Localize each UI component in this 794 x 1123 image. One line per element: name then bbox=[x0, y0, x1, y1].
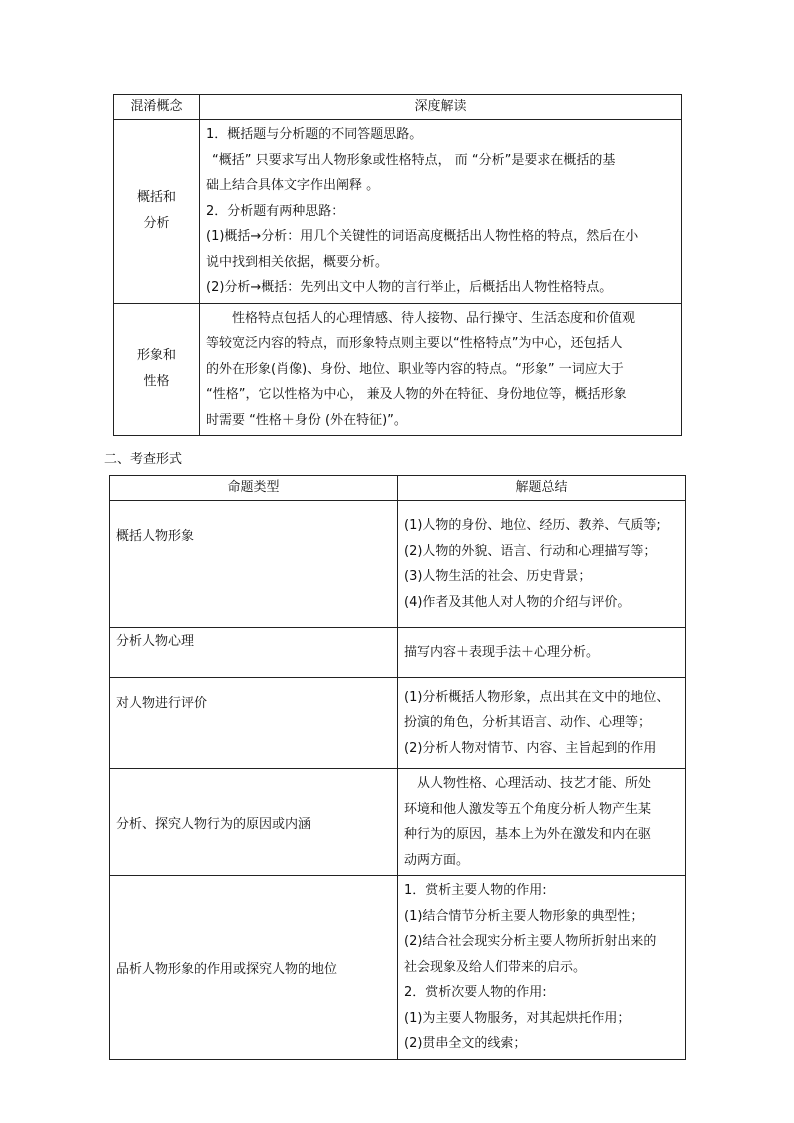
type-cell: 分析人物心理 bbox=[110, 628, 398, 678]
text-line: (1)概括→分析：用几个关键性的词语高度概括出人物性格的特点，然后在小 bbox=[206, 229, 639, 244]
text-line: 1．概括题与分析题的不同答题思路。 bbox=[206, 127, 423, 142]
text-line: 性格特点包括人的心理情感、待人接物、品行操守、生活态度和价值观 bbox=[206, 310, 636, 326]
text-line: (1)人物的身份、地位、经历、教养、气质等; bbox=[404, 518, 661, 533]
text-line: 动两方面。 bbox=[404, 852, 470, 868]
table-row bbox=[110, 876, 686, 1060]
text-line: 环境和他人激发等五个角度分析人物产生某 bbox=[404, 801, 652, 817]
table-row bbox=[110, 678, 686, 769]
text-line: 种行为的原因，基本上为外在激发和内在驱 bbox=[404, 827, 652, 842]
header-cell: 解题总结 bbox=[398, 476, 686, 501]
concept-table-header bbox=[114, 95, 682, 120]
summary-cell bbox=[398, 769, 686, 876]
question-type-table-header bbox=[110, 476, 686, 501]
table-row bbox=[110, 769, 686, 876]
table-row bbox=[110, 628, 686, 678]
text-line: (2)贯串全文的线索； bbox=[404, 1036, 527, 1051]
explanation-cell bbox=[200, 303, 682, 436]
concept-cell bbox=[114, 303, 200, 436]
type-cell: 分析、探究人物行为的原因或内涵 bbox=[110, 769, 398, 876]
text-line: 的外在形象(肖像)、身份、地位、职业等内容的特点。“形象” 一词应大于 bbox=[206, 361, 624, 377]
text-line: 从人物性格、心理活动、技艺才能、所处 bbox=[404, 776, 652, 791]
text-line: (1)分析概括人物形象，点出其在文中的地位、 bbox=[404, 689, 670, 705]
text-line: (4)作者及其他人对人物的介绍与评价。 bbox=[404, 594, 631, 610]
concept-text: 概括和 bbox=[136, 190, 176, 206]
text-line: 时需要 “性格＋身份 (外在特征)”。 bbox=[206, 412, 407, 428]
text-line: 说中找到相关依据，概要分析。 bbox=[206, 254, 389, 270]
summary-cell bbox=[398, 628, 686, 678]
text-line: 描写内容＋表现手法＋心理分析。 bbox=[404, 644, 600, 660]
type-cell: 品析人物形象的作用或探究人物的地位 bbox=[110, 876, 398, 1060]
text-line: 1．赏析主要人物的作用: bbox=[404, 883, 547, 898]
summary-cell bbox=[398, 678, 686, 769]
table-row bbox=[114, 303, 682, 436]
concept-table bbox=[113, 94, 682, 436]
summary-cell bbox=[398, 501, 686, 628]
type-cell: 概括人物形象 bbox=[110, 501, 398, 628]
text-line: 等较宽泛内容的特点，而形象特点则主要以“性格特点”为中心，还包括人 bbox=[206, 336, 623, 351]
concept-text: 分析 bbox=[143, 216, 170, 232]
text-line: 2．赏析次要人物的作用: bbox=[404, 985, 547, 1000]
header-cell: 命题类型 bbox=[110, 476, 398, 501]
text-line: 2．分析题有两种思路： bbox=[206, 203, 345, 219]
explanation-cell bbox=[200, 120, 682, 304]
table-row bbox=[110, 501, 686, 628]
question-type-table bbox=[109, 475, 686, 1060]
text-line: 础上结合具体文字作出阐释 。 bbox=[206, 178, 380, 193]
text-line: “概括” 只要求写出人物形象或性格特点， 而 “分析”是要求在概括的基 bbox=[212, 152, 616, 168]
text-line: (1)结合情节分析主要人物形象的典型性； bbox=[404, 908, 644, 924]
text-line: (2)分析→概括：先列出文中人物的言行举止，后概括出人物性格特点。 bbox=[206, 280, 613, 295]
concept-cell bbox=[114, 120, 200, 304]
text-line: 扮演的角色，分析其语言、动作、心理等； bbox=[404, 715, 652, 731]
header-cell: 混淆概念 bbox=[114, 95, 200, 120]
type-cell: 对人物进行评价 bbox=[110, 678, 398, 769]
concept-text: 形象和 bbox=[136, 348, 176, 364]
summary-cell bbox=[398, 876, 686, 1060]
text-line: (2)结合社会现实分析主要人物所折射出来的 bbox=[404, 934, 657, 949]
text-line: “性格”，它以性格为中心， 兼及人物的外在特征、身份地位等，概括形象 bbox=[206, 387, 627, 402]
text-line: (1)为主要人物服务，对其起烘托作用； bbox=[404, 1010, 631, 1026]
section-title: 二、考查形式 bbox=[104, 452, 183, 467]
concept-text: 性格 bbox=[143, 374, 170, 390]
table-row bbox=[114, 120, 682, 304]
text-line: (3)人物生活的社会、历史背景； bbox=[404, 569, 592, 584]
text-line: (2)人物的外貌、语言、行动和心理描写等； bbox=[404, 543, 657, 559]
text-line: (2)分析人物对情节、内容、主旨起到的作用 bbox=[404, 740, 657, 756]
header-cell: 深度解读 bbox=[200, 95, 682, 120]
text-line: 社会现象及给人们带来的启示。 bbox=[404, 959, 587, 975]
